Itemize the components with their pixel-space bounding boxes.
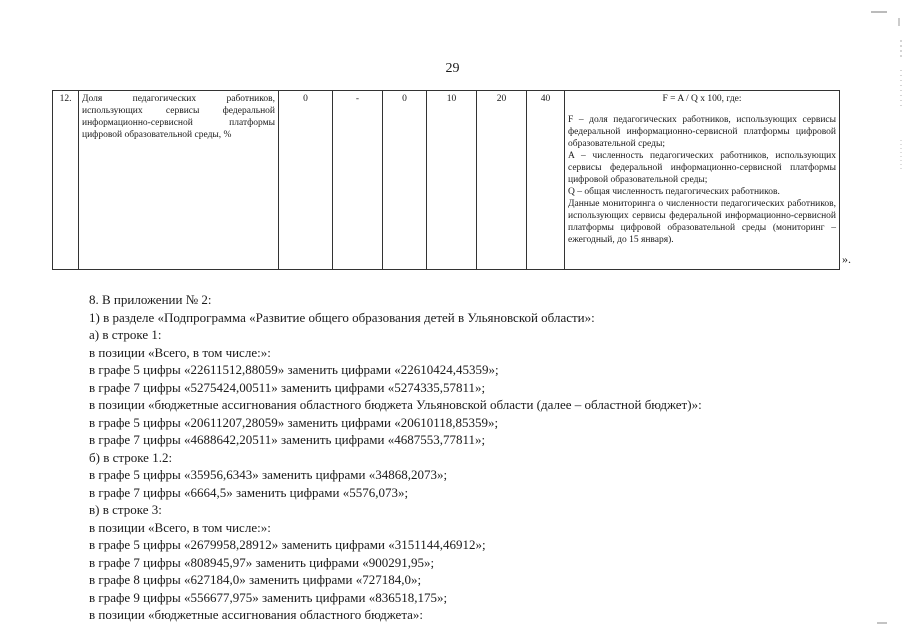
indicator-table [52,90,840,270]
text-line: в) в строке 3: [89,502,162,517]
text-line: в графе 9 цифры «556677,975» заменить цифрами «836518,175»; [89,589,448,605]
row-index: 12. [53,91,79,270]
text-line: в графе 5 цифры «20611207,28059» заменить цифрами «20610118,85359»; [89,414,499,430]
value-cell: 40 [527,91,565,270]
formula-line: F – доля педагогических работников, использующих сервисы федеральной информационно-сервисной платформы цифровой образовательной среды; [568,115,836,149]
text-line: б) в строке 1.2: [89,449,173,465]
text-line: в позиции «Всего, в том числе:»: [89,519,271,535]
text-line: в графе 5 цифры «22611512,88059» заменить цифрами «22610424,45359»; [89,362,499,377]
scan-edge-marks [865,0,905,640]
text-line: в графе 5 цифры «35956,6343» заменить цифрами «34868,2073»; [89,467,448,482]
text-line: в графе 8 цифры «627184,0» заменить цифрами «727184,0»; [89,572,422,587]
value-cell: 10 [427,91,477,270]
table-row [53,91,840,270]
closing-quote: ». [842,252,851,266]
amendment-text [89,291,879,624]
text-line: в графе 7 цифры «6664,5» заменить цифрами «5576,073»; [89,484,409,500]
value-cell: - [333,91,383,270]
text-line: в позиции «бюджетные ассигнования областного бюджета»: [89,607,424,622]
indicator-name: Доля педагогических работников, использующих сервисы федеральной информационно-сервисной платформы цифровой образовательной среды, % [79,91,279,270]
value-cell: 0 [279,91,333,270]
text-line: в графе 5 цифры «2679958,28912» заменить цифрами «3151144,46912»; [89,537,486,552]
text-line: 8. В приложении № 2: [89,292,212,307]
formula-line: Q – общая численность педагогических работников. [568,187,780,197]
formula-line: Данные мониторинга о численности педагогических работников, использующих сервисы федеральной информационно-сервисной платформы цифровой образовательной среды (мониторинг – ежегодный, до 15 января). [568,199,836,245]
text-line: в графе 7 цифры «5275424,00511» заменить цифрами «5274335,57811»; [89,379,486,395]
text-line: а) в строке 1: [89,327,162,342]
value-cell: 20 [477,91,527,270]
page-number: 29 [445,61,460,76]
formula-head: F = A / Q x 100, где: [662,94,742,104]
formula-line: A – численность педагогических работников, использующих сервисы федеральной информационно-сервисной платформы цифровой образовательной среды; [568,151,836,185]
text-line: в позиции «Всего, в том числе:»: [89,344,271,360]
text-line: в графе 7 цифры «808945,97» заменить цифрами «900291,95»; [89,554,435,570]
formula-cell [565,91,840,270]
text-line: в графе 7 цифры «4688642,20511» заменить цифрами «4687553,77811»; [89,432,486,447]
text-line: 1) в разделе «Подпрограмма «Развитие общего образования детей в Ульяновской области»: [89,309,595,325]
value-cell: 0 [383,91,427,270]
text-line: в позиции «бюджетные ассигнования областного бюджета Ульяновской области (далее – областной бюджет)»: [89,397,702,412]
